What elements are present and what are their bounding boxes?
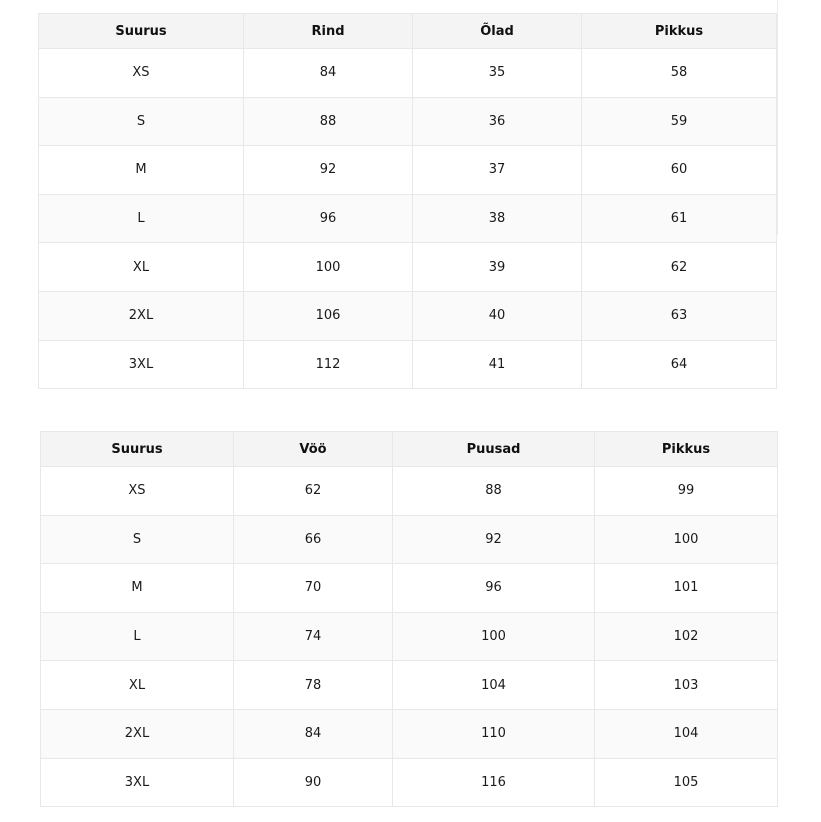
column-header-chest: Rind [244,14,413,49]
chest-cell: 100 [244,243,413,292]
hips-cell: 88 [393,467,595,516]
waist-cell: 62 [234,467,393,516]
length-cell: 64 [582,340,777,389]
shoulders-cell: 40 [413,291,582,340]
column-header-waist: Vöö [234,432,393,467]
shoulders-cell: 35 [413,49,582,98]
size-cell: XL [39,243,244,292]
table-row [41,467,778,516]
size-cell: M [41,564,234,613]
waist-cell: 78 [234,661,393,710]
shoulders-cell: 38 [413,194,582,243]
size-cell: 3XL [39,340,244,389]
hips-cell: 96 [393,564,595,613]
size-cell: M [39,146,244,195]
size-cell: 3XL [41,758,234,807]
column-header-shoulders: Õlad [413,14,582,49]
waist-cell: 90 [234,758,393,807]
hips-cell: 104 [393,661,595,710]
table-row [39,291,777,340]
table-row [39,97,777,146]
table-row [41,661,778,710]
table-header-row [39,14,777,49]
table-row [39,340,777,389]
hips-cell: 100 [393,612,595,661]
table-row [39,194,777,243]
scroll-edge-divider [777,0,778,235]
shoulders-cell: 36 [413,97,582,146]
waist-cell: 70 [234,564,393,613]
length-cell: 59 [582,97,777,146]
length-cell: 104 [595,709,778,758]
length-cell: 101 [595,564,778,613]
waist-cell: 84 [234,709,393,758]
size-cell: 2XL [41,709,234,758]
length-cell: 100 [595,515,778,564]
waist-cell: 74 [234,612,393,661]
lower-size-table [40,431,778,807]
length-cell: 105 [595,758,778,807]
table-row [39,49,777,98]
shoulders-cell: 41 [413,340,582,389]
size-cell: S [41,515,234,564]
length-cell: 102 [595,612,778,661]
length-cell: 62 [582,243,777,292]
length-cell: 58 [582,49,777,98]
column-header-size: Suurus [41,432,234,467]
size-cell: 2XL [39,291,244,340]
length-cell: 61 [582,194,777,243]
chest-cell: 106 [244,291,413,340]
size-cell: XS [39,49,244,98]
table-header-row [41,432,778,467]
hips-cell: 110 [393,709,595,758]
table-row [41,515,778,564]
hips-cell: 92 [393,515,595,564]
length-cell: 60 [582,146,777,195]
hips-cell: 116 [393,758,595,807]
column-header-length: Pikkus [582,14,777,49]
chest-cell: 88 [244,97,413,146]
table-row [41,564,778,613]
column-header-length: Pikkus [595,432,778,467]
length-cell: 103 [595,661,778,710]
table-row [41,709,778,758]
column-header-size: Suurus [39,14,244,49]
column-header-hips: Puusad [393,432,595,467]
size-cell: L [39,194,244,243]
size-cell: S [39,97,244,146]
table-row [41,758,778,807]
length-cell: 63 [582,291,777,340]
chest-cell: 84 [244,49,413,98]
chest-cell: 112 [244,340,413,389]
size-cell: XS [41,467,234,516]
shoulders-cell: 37 [413,146,582,195]
chest-cell: 92 [244,146,413,195]
shoulders-cell: 39 [413,243,582,292]
table-row [39,243,777,292]
length-cell: 99 [595,467,778,516]
size-cell: XL [41,661,234,710]
chest-cell: 96 [244,194,413,243]
table-row [39,146,777,195]
table-row [41,612,778,661]
upper-size-table [38,13,777,389]
size-cell: L [41,612,234,661]
waist-cell: 66 [234,515,393,564]
